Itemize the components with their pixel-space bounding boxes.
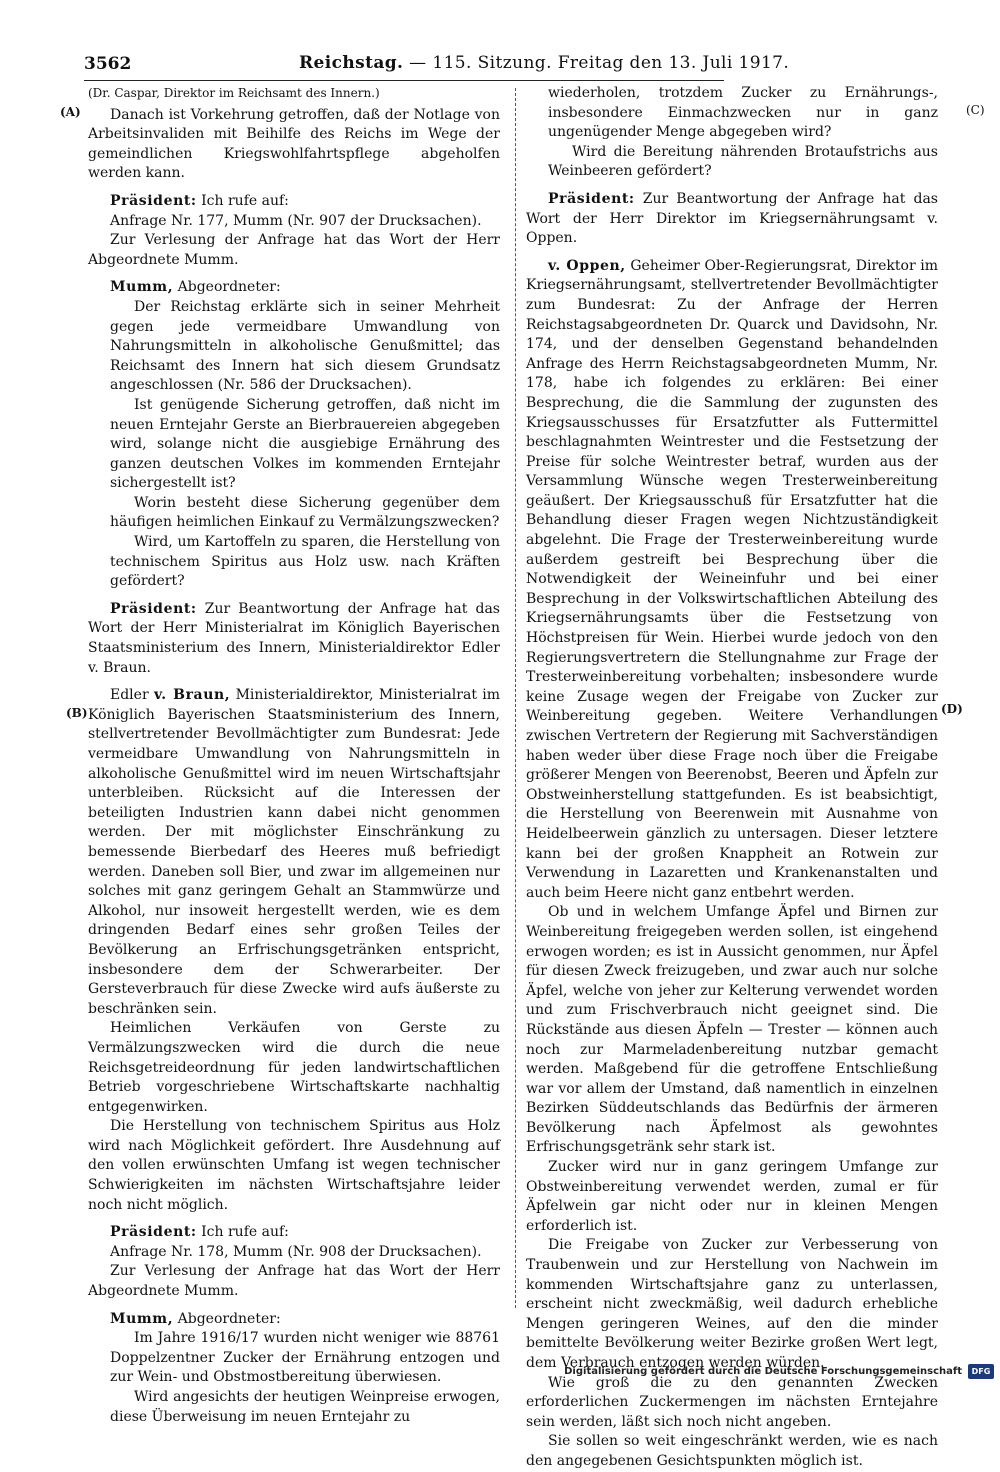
paragraph: Danach ist Vorkehrung getroffen, daß der Notlage von Arbeitsinvaliden mit Beihilfe des Reichs im Wege der gemeindlichen Kriegswohlfahrtspflege abgeholfen werden kann. [88, 106, 500, 182]
minister-statement: Edler v. Braun, Ministerialdirektor, Ministerialrat im Königlich Bayerischen Staatsministerium des Innern, stellvertretender Bevollmächtigter zum Bundesrat: Jede vermeidbare Umwandlung von Nahrungsmitteln in alkoholische Genußmittel wird im neuen Wirtschaftsjahr unterbleiben. Rücksicht auf die Interessen der beteiligten Industrien kann dabei nicht genommen werden. Der mit möglichster Einschränkung zu bemessende Bierbedarf des Heeres muß befriedigt werden. Daneben soll Bier, und zwar im allgemeinen nur solches mit ganz geringem Gehalt an Stammwürze und Alkohol, nur insoweit hergestellt werden, wie es dem dringenden Bedarf eines sehr großen Teiles der Bevölkerung an Erfrischungsgetränken entspricht, insbesondere dem der Schwerarbeiter. Der Gersteverbrauch für diese Zwecke wird aufs äußerste zu beschränken sein. [88, 687, 501, 1017]
inquiry-text: Der Reichstag erklärte sich in seiner Mehrheit gegen jede vermeidbare Umwandlung von Nahrungsmitteln in alkoholische Genußmittel; das Reichsamt des Innern hat sich diesem Grundsatz angeschlossen (Nr. 586 der Drucksachen). Ist genügende Sicherung getroffen, daß nicht im neuen Erntejahr Gerste an Bierbrauereien abgegeben wird, solange nicht die ausgiebige Ernährung des ganzen deutschen Volkes im kommenden Erntejahr sichergestellt ist? Worin besteht diese Sicherung gegenüber dem häufigen heimlichen Einkauf zu Vermälzungszwecken? Wird, um Kartoffeln zu sparen, die Herstellung von technischem Spiritus aus Holz usw. nach Kräften gefördert? [110, 298, 500, 590]
speaker-name: Präsident: [110, 1224, 197, 1241]
page-number: 3562 [84, 54, 132, 74]
deputy-statement: Mumm, Abgeordneter: [110, 1310, 281, 1327]
digitization-footer [564, 1362, 1000, 1383]
running-head-title: Reichstag. [299, 53, 404, 73]
running-head-text: — 115. Sitzung. Freitag den 13. Juli 1917. [409, 53, 790, 73]
margin-marker-c: (C) [966, 103, 985, 117]
inquiry-text: wiederholen, trotzdem Zucker zu Ernährungs-, insbesondere Einmachzwecken nur in ganz ungenügender Menge abgegeben wird? Wird die Bereitung nährenden Brotaufstrichs aus Weinbeeren gefördert? [548, 85, 938, 180]
paragraph: Die Freigabe von Zucker zur Verbesserung von Traubenwein und zur Herstellung von Nachwein im kommenden Wirtschaftsjahre ganz zu unterlassen, erscheint nicht zweckmäßig, weil dadurch erhebliche Mengen geringeren Weines, auf den die minder bemittelte Bevölkerung weiter Bezirke großen Wert legt, dem Verbrauch entzogen werden würden. [526, 1237, 938, 1371]
margin-marker-d: (D) [941, 702, 963, 716]
president-statement: Präsident: Zur Beantwortung der Anfrage hat das Wort der Herr Direktor im Kriegsernährungsamt v. Oppen. [526, 190, 938, 247]
page-header [84, 50, 790, 81]
paragraph: Zucker wird nur in ganz geringem Umfange zur Obstweinbereitung verwendet werden, zumal er für Äpfelwein gar nicht oder nur in kleinen Mengen erforderlich ist. [526, 1159, 938, 1234]
margin-marker-b: (B) [66, 706, 88, 720]
speaker-name: v. Braun, [153, 687, 231, 704]
running-head [299, 53, 789, 73]
president-statement: Präsident: Ich rufe auf: [110, 1224, 289, 1241]
speaker-name: Mumm, [110, 279, 174, 296]
paragraph: Die Herstellung von technischem Spiritus aus Holz wird nach Möglichkeit gefördert. Ihre Ausdehnung auf den vollen erwünschten Umfang ist wegen technischer Schwierigkeiten im nächsten Wirtschaftsjahre leider noch nicht möglich. [88, 1118, 500, 1213]
paragraph: Zur Verlesung der Anfrage hat das Wort der Herr Abgeordnete Mumm. [88, 232, 500, 268]
agenda-item: Anfrage Nr. 178, Mumm (Nr. 908 der Drucksachen). [110, 1243, 482, 1260]
paragraph: Ob und in welchem Umfange Äpfel und Birnen zur Weinbereitung freigegeben werden sollen, ist eingehend erwogen worden; es ist in Aussicht genommen, nur Äpfel für diesen Zweck freizugeben, und zwar auch nur solche Äpfel, welche von jeher zur Kelterung verwendet worden und zum Frischverbrauch nicht geeignet sind. Die Rückstände aus diesen Äpfeln — Trester — können auch noch zur Marmeladenbereitung nutzbar gemacht werden. Maßgebend für die getroffene Entschließung war vor allem der Umstand, daß namentlich in einzelnen Bezirken Süddeutschlands das Bedürfnis der ärmeren Bevölkerung nach Äpfelmost als gewohntes Erfrischungsgetränk sehr stark ist. [526, 904, 938, 1156]
paragraph: Sie sollen so weit eingeschränkt werden, wie es nach den angegebenen Gesichtspunkten möglich ist. [526, 1433, 938, 1469]
column-divider [515, 88, 516, 1308]
dfg-logo-icon: DFG [968, 1364, 994, 1379]
speaker-name: v. Oppen, [548, 257, 626, 274]
president-statement: Präsident: Ich rufe auf: [110, 192, 289, 209]
inquiry-text: Im Jahre 1916/17 wurden nicht weniger wie 88761 Doppelzentner Zucker der Ernährung entzogen und zur Wein- und Obstmostbereitung überwiesen. Wird angesichts der heutigen Weinpreise erwogen, diese Überweisung im neuen Erntejahr zu [110, 1330, 500, 1425]
footer-credit: Digitalisierung gefördert durch die Deutsche Forschungsgemeinschaft [564, 1366, 962, 1377]
speaker-name: Präsident: [548, 190, 635, 207]
agenda-item: Anfrage Nr. 177, Mumm (Nr. 907 der Drucksachen). [110, 212, 482, 229]
paragraph: Heimlichen Verkäufen von Gerste zu Vermälzungszwecken wird die durch die neue Reichsgetreideordnung für jeden landwirtschaftlichen Betrieb vorgeschriebene Wirtschaftskarte nachhaltig entgegenwirken. [88, 1020, 500, 1115]
official-statement: v. Oppen, Geheimer Ober-Regierungsrat, Direktor im Kriegsernährungsamt, stellvertretender Bevollmächtigter zum Bundesrat: Zu der Anfrage der Herren Reichstagsabgeordneten Dr. Quarck und Davidsohn, Nr. 174, und der denselben Gegenstand behandelnden Anfrage des Herrn Reichstagsabgeordneten Mumm, Nr. 178, habe ich folgendes zu erklären: Bei einer Besprechung, die die Sammlung der zugunsten des Kriegsausschusses für Ersatzfutter als Futtermittel beschlagnahmten Weintrester und die Festsetzung der Preise für solche Weintrester betraf, wurden aus der Versammlung Wünsche wegen Tresterweinbereitung geäußert. Der Kriegsausschuß für Ersatzfutter hat die Behandlung dieser Fragen wegen Nichtzuständigkeit abgelehnt. Die Frage der Tresterweinbereitung wurde außerdem gestreift bei Besprechung über die Notwendigkeit der Weineinfuhr und bei einer Besprechung in der Volkswirtschaftlichen Abteilung des Kriegsernährungsamts über die Festsetzung von Höchstpreisen für Wein. Hierbei wurde jedoch von den Regierungsvertretern die Stellungnahme zur Frage der Tresterweinbereitung vorbehalten; insbesondere wurde keine Zusage wegen der Freigabe von Zucker zur Weinbereitung gegeben. Weitere Verhandlungen zwischen Vertretern der Regierung mit Sachverständigen haben weder über diese Frage noch über die Freigabe größerer Mengen von Beerenobst, Beeren und Äpfeln zur Obstweinherstellung stattgefunden. Es ist beabsichtigt, die Herstellung von Beerenwein mit Ausnahme von Heidelbeerwein gänzlich zu untersagen. Dieser letztere kann bei der großen Knappheit an Rotwein zur Verwendung in Lazaretten und Krankenanstalten und auch beim Heere nicht ganz entbehrt werden. [526, 257, 939, 901]
speaker-name: Präsident: [110, 192, 197, 209]
speaker-name: Präsident: [110, 600, 197, 617]
president-statement: Präsident: Zur Beantwortung der Anfrage hat das Wort der Herr Ministerialrat im Königlich Bayerischen Staatsministerium des Innern, Ministerialdirektor Edler v. Braun. [88, 600, 500, 676]
speaker-name: Mumm, [110, 1310, 174, 1327]
left-column [88, 84, 500, 1427]
right-column [526, 84, 938, 1472]
margin-marker-a: (A) [60, 105, 81, 119]
paragraph: Zur Verlesung der Anfrage hat das Wort der Herr Abgeordnete Mumm. [88, 1263, 500, 1300]
speaker-caption: (Dr. Caspar, Direktor im Reichsamt des Innern.) [88, 86, 380, 100]
deputy-statement: Mumm, Abgeordneter: [110, 279, 281, 296]
paragraph: Wie groß die zu den genannten Zwecken erforderlichen Zuckermengen im nächsten Erntejahre sein werden, läßt sich noch nicht angeben. [526, 1374, 938, 1430]
